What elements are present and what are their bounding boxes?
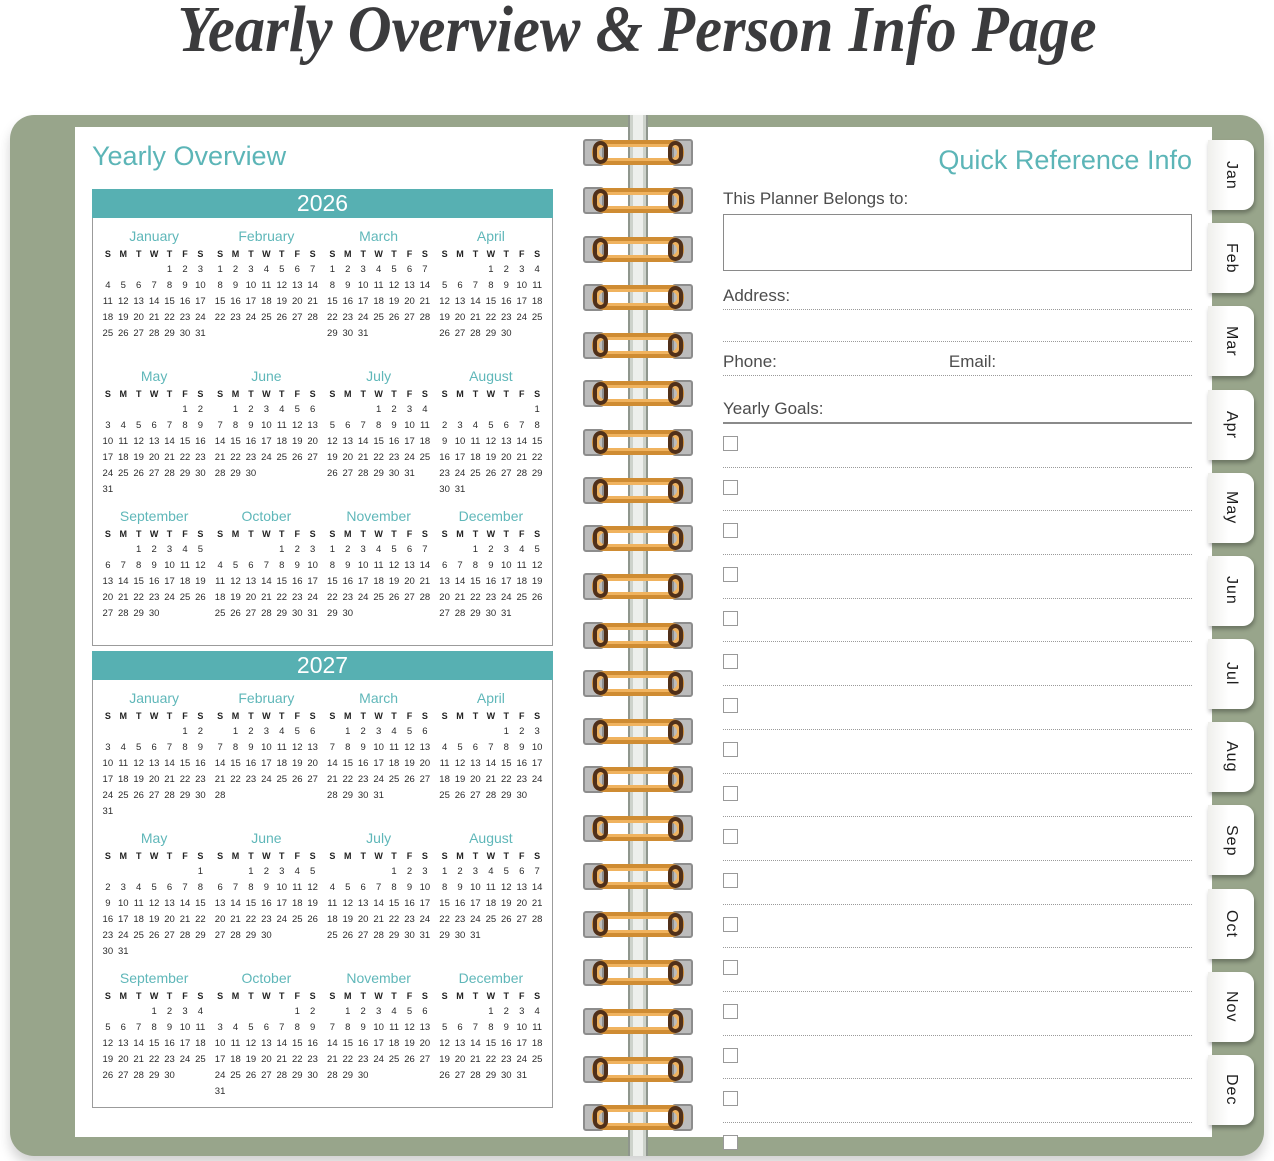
goal-checkbox-icon[interactable] — [723, 611, 738, 626]
binding-coil — [583, 477, 693, 504]
binding-coil — [583, 959, 693, 986]
goal-checkbox-icon[interactable] — [723, 1091, 738, 1106]
month-name: May — [140, 830, 168, 846]
tab-label: Mar — [1223, 326, 1240, 357]
binding-coil — [583, 1008, 693, 1035]
quick-reference-page — [648, 127, 1212, 1137]
weekday-header: S M T W T F S — [329, 529, 428, 539]
month-name: January — [129, 690, 180, 706]
month-january-2027 — [100, 688, 208, 821]
month-name: September — [119, 508, 189, 524]
year-banner: 2027 — [92, 651, 553, 680]
month-name: July — [366, 368, 392, 384]
tab-mar[interactable] — [1208, 306, 1254, 376]
tab-label: Jan — [1223, 160, 1240, 190]
binding-coil — [583, 766, 693, 793]
binding-coil — [583, 815, 693, 842]
weekday-header: S M T W T F S — [441, 529, 541, 539]
goal-row[interactable] — [723, 567, 1192, 599]
month-tab-strip — [1208, 140, 1256, 1125]
goal-row[interactable] — [723, 742, 1192, 774]
weekday-header: S M T W T F S — [441, 851, 541, 861]
binding-coil — [583, 718, 693, 745]
month-november-2027 — [325, 968, 433, 1101]
phone-label: Phone: — [723, 352, 777, 371]
month-december-2026 — [437, 506, 545, 639]
tab-label: Feb — [1223, 242, 1240, 274]
yearly-overview-heading: Yearly Overview — [92, 141, 287, 171]
phone-email-line[interactable] — [723, 375, 1192, 376]
tab-label: Oct — [1223, 909, 1240, 938]
month-february-2026 — [212, 226, 320, 359]
binding-coil — [583, 911, 693, 938]
tab-jun[interactable] — [1208, 556, 1254, 626]
month-name: June — [251, 368, 282, 384]
goal-row[interactable] — [723, 873, 1192, 905]
yearly-goals-rule — [723, 422, 1192, 424]
day-grid: 1 2 3 4 5 6 7 8 9 10 11 12 13 14 15 16 17 18 19 20 21 22 23 24 25 26 27 28 29 30 31 — [439, 1006, 543, 1081]
month-name: May — [140, 368, 168, 384]
goal-row[interactable] — [723, 523, 1192, 555]
months-grid — [92, 218, 553, 646]
tab-jan[interactable] — [1208, 140, 1254, 210]
binding-coil — [583, 429, 693, 456]
day-grid: 1 2 3 4 5 6 7 8 9 10 11 12 13 14 15 16 17 18 19 20 21 22 23 24 25 26 27 28 — [214, 726, 318, 801]
goal-row[interactable] — [723, 698, 1192, 730]
binding-coil — [583, 1104, 693, 1131]
goal-row[interactable] — [723, 1048, 1192, 1080]
day-grid: 1 2 3 4 5 6 7 8 9 10 11 12 13 14 15 16 17 18 19 20 21 22 23 24 25 26 27 28 29 30 31 — [102, 404, 206, 495]
weekday-header: S M T W T F S — [104, 991, 204, 1001]
weekday-header: S M T W T F S — [104, 851, 204, 861]
calendar-2026 — [92, 189, 553, 646]
month-may-2026 — [100, 366, 208, 499]
belongs-to-input-box[interactable] — [723, 214, 1192, 271]
day-grid: 1 2 3 4 5 6 7 8 9 10 11 12 13 14 15 16 17 18 19 20 21 22 23 24 25 26 27 28 29 30 31 — [214, 544, 318, 619]
weekday-header: S M T W T F S — [217, 851, 316, 861]
email-label: Email: — [948, 352, 997, 371]
binding-coil — [583, 670, 693, 697]
day-grid: 1 2 3 4 5 6 7 8 9 10 11 12 13 14 15 16 17 18 19 20 21 22 23 24 25 26 27 28 — [214, 264, 318, 323]
yearly-goals-list — [723, 436, 1192, 1161]
day-grid: 1 2 3 4 5 6 7 8 9 10 11 12 13 14 15 16 17 18 19 20 21 22 23 24 25 26 27 28 29 30 31 — [327, 404, 431, 479]
goal-row[interactable] — [723, 654, 1192, 686]
goal-checkbox-icon[interactable] — [723, 523, 738, 538]
goal-checkbox-icon[interactable] — [723, 1004, 738, 1019]
month-march-2027 — [325, 688, 433, 821]
month-name: October — [241, 970, 292, 986]
tab-label: Jul — [1223, 662, 1240, 686]
tab-feb[interactable] — [1208, 223, 1254, 293]
month-june-2026 — [212, 366, 320, 499]
goal-checkbox-icon[interactable] — [723, 1135, 738, 1150]
month-august-2026 — [437, 366, 545, 499]
day-grid: 1 2 3 4 5 6 7 8 9 10 11 12 13 14 15 16 17 18 19 20 21 22 23 24 25 26 27 28 29 30 31 — [327, 726, 431, 801]
month-name: March — [359, 690, 399, 706]
weekday-header: S M T W T F S — [104, 529, 204, 539]
binding-coil — [583, 573, 693, 600]
goal-checkbox-icon[interactable] — [723, 698, 738, 713]
month-name: November — [346, 508, 411, 524]
month-may-2027 — [100, 828, 208, 961]
month-august-2027 — [437, 828, 545, 961]
month-name: March — [359, 228, 399, 244]
weekday-header: S M T W T F S — [329, 249, 428, 259]
goal-row[interactable] — [723, 960, 1192, 992]
month-name: February — [238, 690, 295, 706]
month-november-2026 — [325, 506, 433, 639]
weekday-header: S M T W T F S — [329, 389, 428, 399]
tab-label: Nov — [1223, 990, 1240, 1023]
spiral-binding — [583, 139, 693, 1131]
tab-may[interactable] — [1208, 473, 1254, 543]
month-name: June — [251, 830, 282, 846]
day-grid: 1 2 3 4 5 6 7 8 9 10 11 12 13 14 15 16 17 18 19 20 21 22 23 24 25 26 27 28 29 30 31 — [439, 544, 543, 619]
calendar-2027 — [92, 651, 553, 1108]
month-june-2027 — [212, 828, 320, 961]
weekday-header: S M T W T F S — [329, 851, 428, 861]
binding-coil — [583, 139, 693, 166]
weekday-header: S M T W T F S — [441, 711, 541, 721]
day-grid: 1 2 3 4 5 6 7 8 9 10 11 12 13 14 15 16 17 18 19 20 21 22 23 24 25 26 27 28 29 30 — [102, 1006, 206, 1081]
month-september-2027 — [100, 968, 208, 1101]
months-grid — [92, 680, 553, 1108]
month-name: January — [129, 228, 180, 244]
goal-checkbox-icon[interactable] — [723, 873, 738, 888]
weekday-header: S M T W T F S — [217, 529, 316, 539]
month-december-2027 — [437, 968, 545, 1101]
day-grid: 1 2 3 4 5 6 7 8 9 10 11 12 13 14 15 16 17 18 19 20 21 22 23 24 25 26 27 28 29 30 — [102, 544, 206, 619]
tab-jul[interactable] — [1208, 639, 1254, 709]
day-grid: 1 2 3 4 5 6 7 8 9 10 11 12 13 14 15 16 17 18 19 20 21 22 23 24 25 26 27 28 29 30 31 — [439, 404, 543, 495]
binding-coil — [583, 525, 693, 552]
weekday-header: S M T W T F S — [329, 991, 428, 1001]
tab-label: Jun — [1223, 576, 1240, 606]
goal-checkbox-icon[interactable] — [723, 960, 738, 975]
weekday-header: S M T W T F S — [441, 389, 541, 399]
weekday-header: S M T W T F S — [441, 249, 541, 259]
goal-checkbox-icon[interactable] — [723, 786, 738, 801]
month-october-2026 — [212, 506, 320, 639]
goal-row[interactable] — [723, 917, 1192, 949]
month-april-2027 — [437, 688, 545, 821]
month-september-2026 — [100, 506, 208, 639]
weekday-header: S M T W T F S — [441, 991, 541, 1001]
year-banner: 2026 — [92, 189, 553, 218]
tab-aug[interactable] — [1208, 722, 1254, 792]
month-name: August — [469, 368, 513, 384]
tab-label: Sep — [1223, 824, 1240, 857]
goal-row[interactable] — [723, 786, 1192, 818]
tab-label: Apr — [1223, 410, 1240, 439]
month-name: February — [238, 228, 295, 244]
month-october-2027 — [212, 968, 320, 1101]
day-grid: 1 2 3 4 5 6 7 8 9 10 11 12 13 14 15 16 17 18 19 20 21 22 23 24 25 26 27 28 29 30 31 — [102, 726, 206, 817]
day-grid: 1 2 3 4 5 6 7 8 9 10 11 12 13 14 15 16 17 18 19 20 21 22 23 24 25 26 27 28 29 30 31 — [214, 1006, 318, 1097]
month-april-2026 — [437, 226, 545, 359]
address-line-2[interactable] — [723, 341, 1192, 342]
goal-row[interactable] — [723, 436, 1192, 468]
goal-checkbox-icon[interactable] — [723, 480, 738, 495]
weekday-header: S M T W T F S — [104, 711, 204, 721]
page-title: Yearly Overview & Person Info Page — [177, 0, 1097, 66]
goal-checkbox-icon[interactable] — [723, 1048, 738, 1063]
goal-row[interactable] — [723, 1091, 1192, 1123]
month-name: August — [469, 830, 513, 846]
month-name: November — [346, 970, 411, 986]
goal-checkbox-icon[interactable] — [723, 567, 738, 582]
quick-reference-form — [723, 182, 1192, 1161]
tab-nov[interactable] — [1208, 972, 1254, 1042]
goal-row[interactable] — [723, 1135, 1192, 1161]
weekday-header: S M T W T F S — [104, 389, 204, 399]
binding-coil — [583, 187, 693, 214]
day-grid: 1 2 3 4 5 6 7 8 9 10 11 12 13 14 15 16 17 18 19 20 21 22 23 24 25 26 27 28 29 30 — [439, 726, 543, 801]
binding-coil — [583, 1056, 693, 1083]
tab-sep[interactable] — [1208, 805, 1254, 875]
binding-coil — [583, 236, 693, 263]
day-grid: 1 2 3 4 5 6 7 8 9 10 11 12 13 14 15 16 17 18 19 20 21 22 23 24 25 26 27 28 29 30 — [439, 264, 543, 339]
yearly-overview-page — [75, 127, 628, 1137]
binding-coil — [583, 380, 693, 407]
day-grid: 1 2 3 4 5 6 7 8 9 10 11 12 13 14 15 16 17 18 19 20 21 22 23 24 25 26 27 28 29 30 31 — [439, 866, 543, 941]
tab-label: Dec — [1223, 1074, 1240, 1106]
tab-dec[interactable] — [1208, 1055, 1254, 1125]
day-grid: 1 2 3 4 5 6 7 8 9 10 11 12 13 14 15 16 17 18 19 20 21 22 23 24 25 26 27 28 29 30 31 — [102, 264, 206, 339]
tab-oct[interactable] — [1208, 889, 1254, 959]
weekday-header: S M T W T F S — [217, 711, 316, 721]
day-grid: 1 2 3 4 5 6 7 8 9 10 11 12 13 14 15 16 17 18 19 20 21 22 23 24 25 26 27 28 29 30 — [327, 1006, 431, 1081]
month-name: April — [476, 690, 505, 706]
weekday-header: S M T W T F S — [104, 249, 204, 259]
weekday-header: S M T W T F S — [217, 991, 316, 1001]
month-february-2027 — [212, 688, 320, 821]
tab-label: May — [1223, 491, 1240, 525]
binding-coil — [583, 622, 693, 649]
belongs-to-label: This Planner Belongs to: — [723, 189, 909, 208]
month-name: July — [366, 830, 392, 846]
address-label: Address: — [723, 286, 791, 305]
goal-checkbox-icon[interactable] — [723, 742, 738, 757]
tab-apr[interactable] — [1208, 390, 1254, 460]
address-line-1[interactable] — [723, 309, 1192, 310]
day-grid: 1 2 3 4 5 6 7 8 9 10 11 12 13 14 15 16 17 18 19 20 21 22 23 24 25 26 27 28 29 30 — [214, 404, 318, 479]
month-july-2026 — [325, 366, 433, 499]
goal-row[interactable] — [723, 611, 1192, 643]
day-grid: 1 2 3 4 5 6 7 8 9 10 11 12 13 14 15 16 17 18 19 20 21 22 23 24 25 26 27 28 29 30 — [214, 866, 318, 941]
planner-cover — [10, 115, 1264, 1156]
month-name: December — [458, 508, 524, 524]
goal-checkbox-icon[interactable] — [723, 654, 738, 669]
binding-coil — [583, 332, 693, 359]
goal-row[interactable] — [723, 480, 1192, 512]
day-grid: 1 2 3 4 5 6 7 8 9 10 11 12 13 14 15 16 17 18 19 20 21 22 23 24 25 26 27 28 29 30 31 — [327, 264, 431, 339]
goal-row[interactable] — [723, 1004, 1192, 1036]
day-grid: 1 2 3 4 5 6 7 8 9 10 11 12 13 14 15 16 17 18 19 20 21 22 23 24 25 26 27 28 29 30 31 — [327, 866, 431, 941]
month-name: September — [119, 970, 189, 986]
weekday-header: S M T W T F S — [217, 249, 316, 259]
weekday-header: S M T W T F S — [217, 389, 316, 399]
quick-reference-heading: Quick Reference Info — [938, 145, 1192, 175]
weekday-header: S M T W T F S — [329, 711, 428, 721]
goal-row[interactable] — [723, 829, 1192, 861]
goal-checkbox-icon[interactable] — [723, 829, 738, 844]
month-name: April — [476, 228, 505, 244]
goal-checkbox-icon[interactable] — [723, 917, 738, 932]
day-grid: 1 2 3 4 5 6 7 8 9 10 11 12 13 14 15 16 17 18 19 20 21 22 23 24 25 26 27 28 29 30 — [327, 544, 431, 619]
binding-coil — [583, 284, 693, 311]
binding-coil — [583, 863, 693, 890]
yearly-goals-label: Yearly Goals: — [723, 399, 824, 418]
month-march-2026 — [325, 226, 433, 359]
month-name: October — [241, 508, 292, 524]
month-january-2026 — [100, 226, 208, 359]
goal-checkbox-icon[interactable] — [723, 436, 738, 451]
month-july-2027 — [325, 828, 433, 961]
month-name: December — [458, 970, 524, 986]
tab-label: Aug — [1223, 741, 1240, 773]
day-grid: 1 2 3 4 5 6 7 8 9 10 11 12 13 14 15 16 17 18 19 20 21 22 23 24 25 26 27 28 29 30 31 — [102, 866, 206, 957]
